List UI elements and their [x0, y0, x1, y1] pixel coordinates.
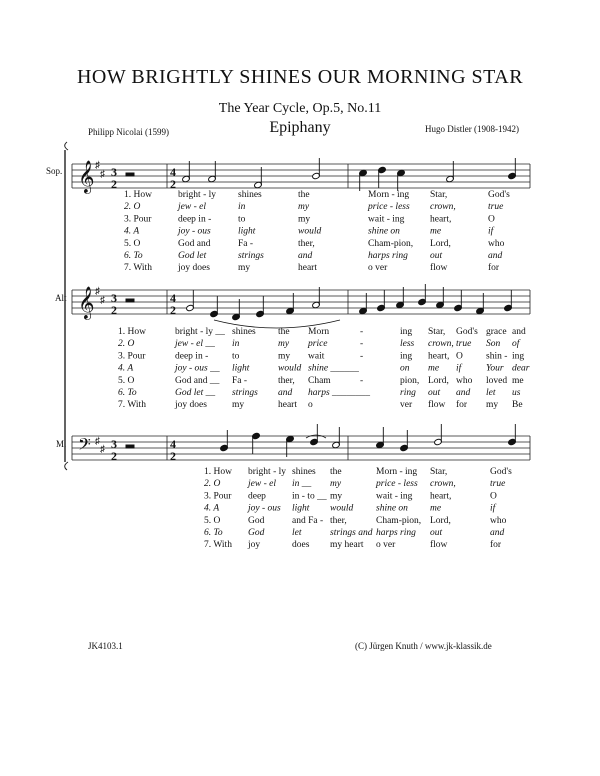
time-signature-denominator: 2	[111, 177, 117, 191]
soprano-lyric: would	[298, 226, 322, 237]
men-lyric: my	[330, 479, 342, 490]
men-lyric: who	[490, 515, 507, 526]
men-lyric: would	[330, 503, 354, 514]
alto-lyric: dear	[512, 363, 530, 374]
men-lyric: strings and	[330, 528, 373, 538]
men-lyric: 1. How	[204, 467, 232, 477]
time-signature-denominator: 2	[170, 303, 176, 317]
alto-lyric: strings	[232, 388, 258, 398]
alto-lyric: God let __	[175, 388, 216, 398]
alto-lyric: 6. To	[118, 388, 137, 398]
alto-lyric: joy does	[175, 400, 207, 411]
alto-lyric: ring	[400, 388, 416, 398]
men-lyric: God	[248, 515, 265, 526]
alto-lyric: Your	[486, 363, 504, 374]
men-lyric: 4. A	[204, 503, 220, 514]
men-lyric: God's	[490, 467, 512, 477]
alto-lyric: my	[278, 351, 291, 362]
piece-subtitle: The Year Cycle, Op.5, No.11	[218, 101, 382, 116]
alto-lyric: price	[308, 339, 328, 350]
composer-credit: Hugo Distler (1908-1942)	[425, 124, 519, 134]
men-lyric: O	[490, 491, 497, 502]
soprano-lyric: true	[488, 202, 504, 213]
men-lyric: ther,	[330, 515, 347, 526]
alto-lyric: Fa -	[232, 375, 248, 386]
soprano-lyric: shines	[238, 190, 262, 200]
men-lyric: 6. To	[204, 528, 223, 538]
alto-lyric: ing	[400, 351, 413, 362]
men-lyric: joy	[248, 540, 261, 551]
alto-lyric: jew - el __	[175, 339, 215, 350]
alto-lyric: 2. O	[118, 339, 135, 350]
alto-lyric: ing	[512, 351, 525, 362]
treble-clef: 𝄞	[78, 286, 95, 319]
soprano-lyric: in	[238, 202, 246, 213]
alto-lyric: out	[428, 388, 441, 398]
alto-lyric: 1. How	[118, 327, 146, 337]
soprano-lyric: Lord,	[430, 238, 451, 249]
men-lyric: my heart	[330, 540, 364, 551]
soprano-lyric: heart,	[430, 214, 452, 225]
time-signature-denominator: 2	[111, 449, 117, 463]
alto-lyric: grace	[486, 327, 507, 337]
soprano-lyric: wait - ing	[368, 214, 405, 225]
sharp-icon: ♯	[100, 169, 105, 180]
system-bracket-bottom	[65, 462, 68, 470]
alto-lyric: shine ______	[308, 363, 359, 374]
alto-lyric: ing	[400, 327, 413, 337]
alto-lyric: Cham	[308, 375, 331, 386]
soprano-lyric: to	[238, 214, 246, 225]
soprano-lyric: me	[430, 226, 442, 237]
alto-lyric: -	[360, 375, 364, 386]
time-signature-denominator: 2	[170, 449, 176, 463]
time-signature-numerator: 3	[111, 437, 117, 451]
alto-lyric: God and __	[175, 375, 220, 386]
piece-title: HOW BRIGHTLY SHINES OUR MORNING STAR	[76, 66, 524, 88]
soprano-lyric: crown,	[430, 202, 456, 213]
soprano-lyric: my	[238, 263, 251, 274]
alto-lyric: 5. O	[118, 375, 135, 386]
soprano-lyric: Morn - ing	[368, 190, 410, 200]
alto-lyric: joy - ous __	[175, 363, 220, 374]
alto-lyric: ver	[400, 400, 413, 411]
alto-lyric: -	[360, 351, 364, 362]
men-lyric: in - to __	[292, 491, 327, 502]
alto-lyric: God's	[456, 327, 478, 337]
alto-lyric: heart	[278, 400, 297, 411]
sharp-icon: ♯	[100, 444, 105, 455]
alto-lyric: would	[278, 363, 302, 374]
alto-lyric: light	[232, 363, 250, 374]
soprano-lyric: price - less	[368, 202, 410, 213]
men-lyric: 7. With	[204, 540, 232, 551]
sharp-icon: ♯	[95, 160, 100, 171]
soprano-lyric: God and	[178, 238, 211, 249]
soprano-lyric: if	[488, 226, 494, 237]
soprano-lyric: for	[488, 263, 500, 274]
time-signature-denominator: 2	[111, 303, 117, 317]
alto-lyric: flow	[428, 400, 446, 411]
alto-lyric: who	[456, 375, 473, 386]
men-lyric: Cham-pion,	[376, 515, 422, 526]
alto-lyric: and	[456, 388, 471, 398]
alto-lyric: true	[456, 339, 472, 350]
men-lyric: my	[330, 491, 343, 502]
men-lyric: Morn - ing	[376, 467, 418, 477]
soprano-lyric: harps ring	[368, 251, 408, 261]
men-lyric: flow	[430, 540, 448, 551]
soprano-lyric: deep in -	[178, 214, 212, 225]
men-lyric: harps ring	[376, 528, 416, 538]
occasion-label: Epiphany	[269, 119, 331, 136]
alto-lyric: -	[360, 327, 364, 337]
men-lyric: Star,	[430, 467, 448, 477]
men-lyric: the	[330, 467, 342, 477]
alto-lyric: 4. A	[118, 363, 134, 374]
poet-credit: Philipp Nicolai (1599)	[88, 127, 169, 137]
treble-clef: 𝄞	[78, 160, 95, 193]
alto-lyric: o	[308, 400, 313, 411]
soprano-lyric: heart	[298, 263, 317, 274]
alto-lyric: of	[512, 339, 520, 350]
soprano-lyric: 5. O	[124, 238, 141, 249]
men-lyric: Lord,	[430, 515, 451, 526]
men-lyric: light	[292, 503, 310, 514]
alto-lyric: and	[512, 327, 526, 337]
alto-lyric: Star,	[428, 327, 446, 337]
soprano-lyric: Star,	[430, 190, 448, 200]
alto-lyric: us	[512, 388, 521, 398]
soprano-lyric: shine on	[368, 226, 400, 237]
alto-lyric: on	[400, 363, 410, 374]
alto-lyric: pion,	[400, 375, 420, 386]
alto-lyric: bright - ly __	[175, 327, 225, 337]
alto-lyric: -	[360, 339, 364, 350]
soprano-lyric: bright - ly	[178, 190, 216, 200]
men-lyric: price - less	[376, 479, 418, 490]
alto-lyric: less	[400, 339, 415, 350]
alto-lyric: shines	[232, 327, 256, 337]
alto-lyric: if	[456, 363, 462, 374]
soprano-lyric: O	[488, 214, 495, 225]
alto-lyric: ther,	[278, 375, 295, 386]
half-rest	[126, 299, 134, 302]
alto-lyric: Son	[486, 339, 501, 350]
alto-lyric: Lord,	[428, 375, 449, 386]
alto-lyric: let	[486, 388, 496, 398]
men-lyric: 3. Pour	[204, 491, 232, 502]
men-lyric: bright - ly	[248, 467, 286, 477]
alto-lyric: in	[232, 339, 240, 350]
alto-lyric: me	[428, 363, 440, 374]
alto-lyric: my	[486, 400, 499, 411]
soprano-lyric: 2. O	[124, 202, 141, 213]
copyright-notice: (C) Jürgen Knuth / www.jk-klassik.de	[355, 641, 492, 651]
alto-lyric: wait	[308, 351, 325, 362]
half-rest	[126, 173, 134, 176]
sharp-icon: ♯	[95, 286, 100, 297]
soprano-lyric: 7. With	[124, 263, 152, 274]
soprano-lyric: 3. Pour	[124, 214, 152, 225]
alto-lyric: to	[232, 351, 240, 362]
men-lyric: o ver	[376, 540, 396, 551]
alto-lyric: my	[278, 339, 290, 350]
time-signature-numerator: 4	[170, 165, 176, 179]
alto-lyric: O	[456, 351, 463, 362]
men-lyric: 2. O	[204, 479, 221, 490]
men-lyric: in __	[292, 479, 312, 490]
soprano-lyric: joy - ous	[178, 226, 211, 237]
men-lyric: true	[490, 479, 506, 490]
soprano-lyric: strings	[238, 251, 264, 261]
soprano-lyric: God let	[178, 251, 207, 261]
soprano-lyric: o ver	[368, 263, 388, 274]
time-signature-denominator: 2	[170, 177, 176, 191]
time-signature-numerator: 3	[111, 291, 117, 305]
men-lyric: wait - ing	[376, 491, 413, 502]
men-lyric: deep	[248, 491, 266, 502]
men-lyric: 5. O	[204, 515, 221, 526]
alto-lyric: loved	[486, 375, 508, 386]
alto-lyric: heart,	[428, 351, 450, 362]
men-lyric: joy - ous	[248, 503, 281, 514]
part-label-men: M.	[56, 439, 67, 449]
soprano-lyric: the	[298, 190, 310, 200]
soprano-lyric: flow	[430, 263, 448, 274]
men-lyric: heart,	[430, 491, 452, 502]
part-label-alto: Alt	[55, 293, 67, 303]
alto-lyric: the	[278, 327, 290, 337]
time-signature-numerator: 4	[170, 291, 176, 305]
men-lyric: let	[292, 528, 302, 538]
time-signature-numerator: 3	[111, 165, 117, 179]
half-rest	[126, 445, 134, 448]
alto-lyric: and	[278, 388, 293, 398]
men-lyric: for	[490, 540, 502, 551]
men-lyric: if	[490, 503, 496, 514]
soprano-lyric: my	[298, 214, 311, 225]
soprano-lyric: and	[488, 251, 503, 261]
alto-lyric: shin -	[486, 351, 508, 362]
soprano-lyric: 4. A	[124, 226, 140, 237]
alto-lyric: deep in -	[175, 351, 209, 362]
men-lyric: crown,	[430, 479, 456, 490]
soprano-lyric: joy does	[178, 263, 210, 274]
sharp-icon: ♯	[95, 436, 100, 447]
alto-lyric: crown,	[428, 339, 454, 350]
slur	[306, 435, 326, 438]
men-lyric: jew - el	[248, 479, 276, 490]
men-lyric: God	[248, 528, 265, 538]
soprano-lyric: jew - el	[178, 202, 206, 213]
men-lyric: out	[430, 528, 443, 538]
alto-lyric: 7. With	[118, 400, 146, 411]
alto-lyric: for	[456, 400, 468, 411]
soprano-lyric: God's	[488, 190, 510, 200]
alto-lyric: my	[232, 400, 245, 411]
system-bracket-top	[65, 142, 68, 150]
soprano-lyric: light	[238, 226, 256, 237]
soprano-lyric: Cham-pion,	[368, 238, 414, 249]
soprano-lyric: 1. How	[124, 190, 152, 200]
men-lyric: does	[292, 540, 310, 551]
alto-lyric: me	[512, 375, 524, 386]
soprano-lyric: ther,	[298, 238, 315, 249]
soprano-lyric: Fa -	[238, 238, 254, 249]
alto-lyric: Be	[512, 400, 523, 411]
soprano-lyric: who	[488, 238, 505, 249]
soprano-lyric: out	[430, 251, 443, 261]
men-lyric: and Fa -	[292, 515, 324, 526]
bass-clef: 𝄢	[78, 434, 91, 458]
soprano-lyric: and	[298, 251, 313, 261]
men-lyric: me	[430, 503, 442, 514]
sharp-icon: ♯	[100, 295, 105, 306]
soprano-lyric: 6. To	[124, 251, 143, 261]
soprano-lyric: my	[298, 202, 310, 213]
alto-lyric: harps ________	[308, 388, 371, 398]
catalog-number: JK4103.1	[88, 641, 123, 651]
part-label-soprano: Sop.	[46, 166, 63, 176]
time-signature-numerator: 4	[170, 437, 176, 451]
men-lyric: and	[490, 528, 505, 538]
alto-lyric: 3. Pour	[118, 351, 146, 362]
men-lyric: shine on	[376, 503, 408, 514]
men-lyric: shines	[292, 467, 316, 477]
alto-lyric: Morn	[308, 327, 330, 337]
